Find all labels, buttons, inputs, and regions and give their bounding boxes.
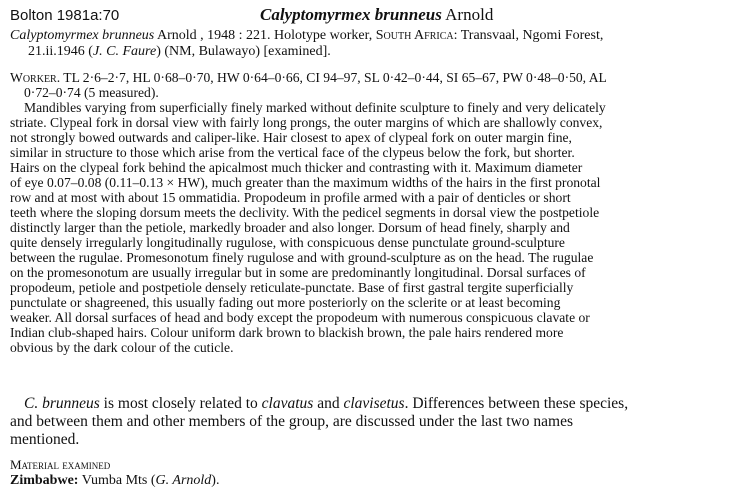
material-locality: Vumba Mts ( [78, 473, 156, 488]
citation-repository: ) (NM, Bulawayo) [examined]. [156, 44, 331, 59]
worker-line: punctulate or shagreened, this usually fading out more posteriorly on the sclerite or at least becoming [10, 295, 561, 310]
comparison-species: C. brunneus [24, 395, 100, 412]
related-species-1: clavatus [261, 395, 314, 412]
worker-line: similar in structure to those which arise from the vertical face of the clypeus below the fork, but shorter. [10, 145, 575, 160]
comparison-text: and [313, 395, 344, 412]
measurements-text: TL 2·6–2·7, HL 0·68–0·70, HW 0·64–0·66, CI 94–97, SL 0·42–0·44, SI 65–67, PW 0·48–0·50, AL [60, 70, 607, 85]
related-species-2: clavisetus [343, 395, 405, 412]
worker-line: propodeum, petiole and postpetiole densely reticulate-punctate. Base of first gastral tergite superficially [10, 280, 574, 295]
worker-line: teeth where the sloping dorsum meets the declivity. With the pedicel segments in dorsal view the postpetiole [10, 205, 600, 220]
worker-line: row and at most with about 15 ommatidia. Propodeum in profile armed with a pair of denticles or short [10, 190, 571, 205]
citation-country: South Africa [375, 28, 454, 43]
worker-line: of eye 0.07–0.08 (0.11–0.13 × HW), much greater than the maximum widths of the hairs in the first pronotal [10, 175, 601, 190]
worker-line: 0·72–0·74 (5 measured). [24, 85, 159, 100]
material-record [10, 472, 732, 489]
material-collector: G. Arnold [155, 473, 212, 488]
citation-line-1 [10, 28, 732, 44]
worker-label: Worker. [10, 70, 61, 85]
worker-line: distinctly larger than the petiole, markedly broader and also longer. Dorsum of head finely, sharply and [10, 220, 570, 235]
citation-collector: J. C. Faure [92, 44, 157, 59]
comparison-paragraph [10, 395, 732, 449]
worker-line: weaker. All dorsal surfaces of head and body except the propodeum with numerous conspicuous clavate or [10, 310, 590, 325]
worker-line [10, 70, 732, 85]
citation-date: 21.ii.1946 ( [28, 44, 93, 59]
worker-line: between the rugulae. Promesonotum finely rugulose and with ground-sculpture as on the head. The rugulae [10, 250, 594, 265]
worker-line: quite densely irregularly longitudinally rugulose, with conspicuous dense punctulate ground-sculpture [10, 235, 565, 250]
material-end: ). [211, 473, 220, 488]
worker-line: on the promesonotum are usually irregular but in some are predominantly longitudinal. Dorsal surfaces of [10, 265, 586, 280]
worker-line: striate. Clypeal fork in dorsal view with fairly long prongs, the outer margins of which are shallowly convex, [10, 115, 603, 130]
worker-line: Hairs on the clypeal fork behind the apicalmost much thicker and contrasting with it. Maximum diameter [10, 160, 583, 175]
comparison-text: is most closely related to [99, 395, 262, 412]
citation-line-2 [10, 44, 732, 60]
comparison-text: . Differences between these species, [404, 395, 629, 412]
worker-description [10, 70, 732, 355]
citation-name: Calyptomyrmex brunneus [10, 28, 155, 43]
comparison-line-3: mentioned. [10, 431, 80, 448]
worker-line: Indian club-shaped hairs. Colour uniform dark brown to blackish brown, the pale hairs rendered more [10, 325, 564, 340]
material-country: Zimbabwe: [10, 473, 79, 488]
material-examined [10, 458, 732, 489]
worker-line: Mandibles varying from superficially finely marked without definite sculpture to finely and very delicately [24, 100, 606, 115]
comparison-line-1 [10, 395, 732, 413]
citation-text: Arnold , 1948 : 221. Holotype worker, [154, 28, 376, 43]
species-title [260, 5, 493, 25]
citation-locality: : Transvaal, Ngomi Forest, [453, 28, 604, 43]
type-citation [10, 28, 732, 60]
species-author: Arnold [445, 5, 494, 24]
worker-line: not strongly bowed outwards and caliper-like. Hair closest to apex of clypeal fork on outer margin fine, [10, 130, 572, 145]
comparison-line-2: and between them and other members of the group, are discussed under the last two names [10, 413, 573, 430]
page-header [10, 5, 735, 27]
worker-line: obvious by the dark colour of the cuticle. [10, 340, 234, 355]
reference-label: Bolton 1981a:70 [10, 7, 120, 24]
material-heading: Material examined [10, 457, 111, 472]
species-name: Calyptomyrmex brunneus [260, 5, 442, 24]
